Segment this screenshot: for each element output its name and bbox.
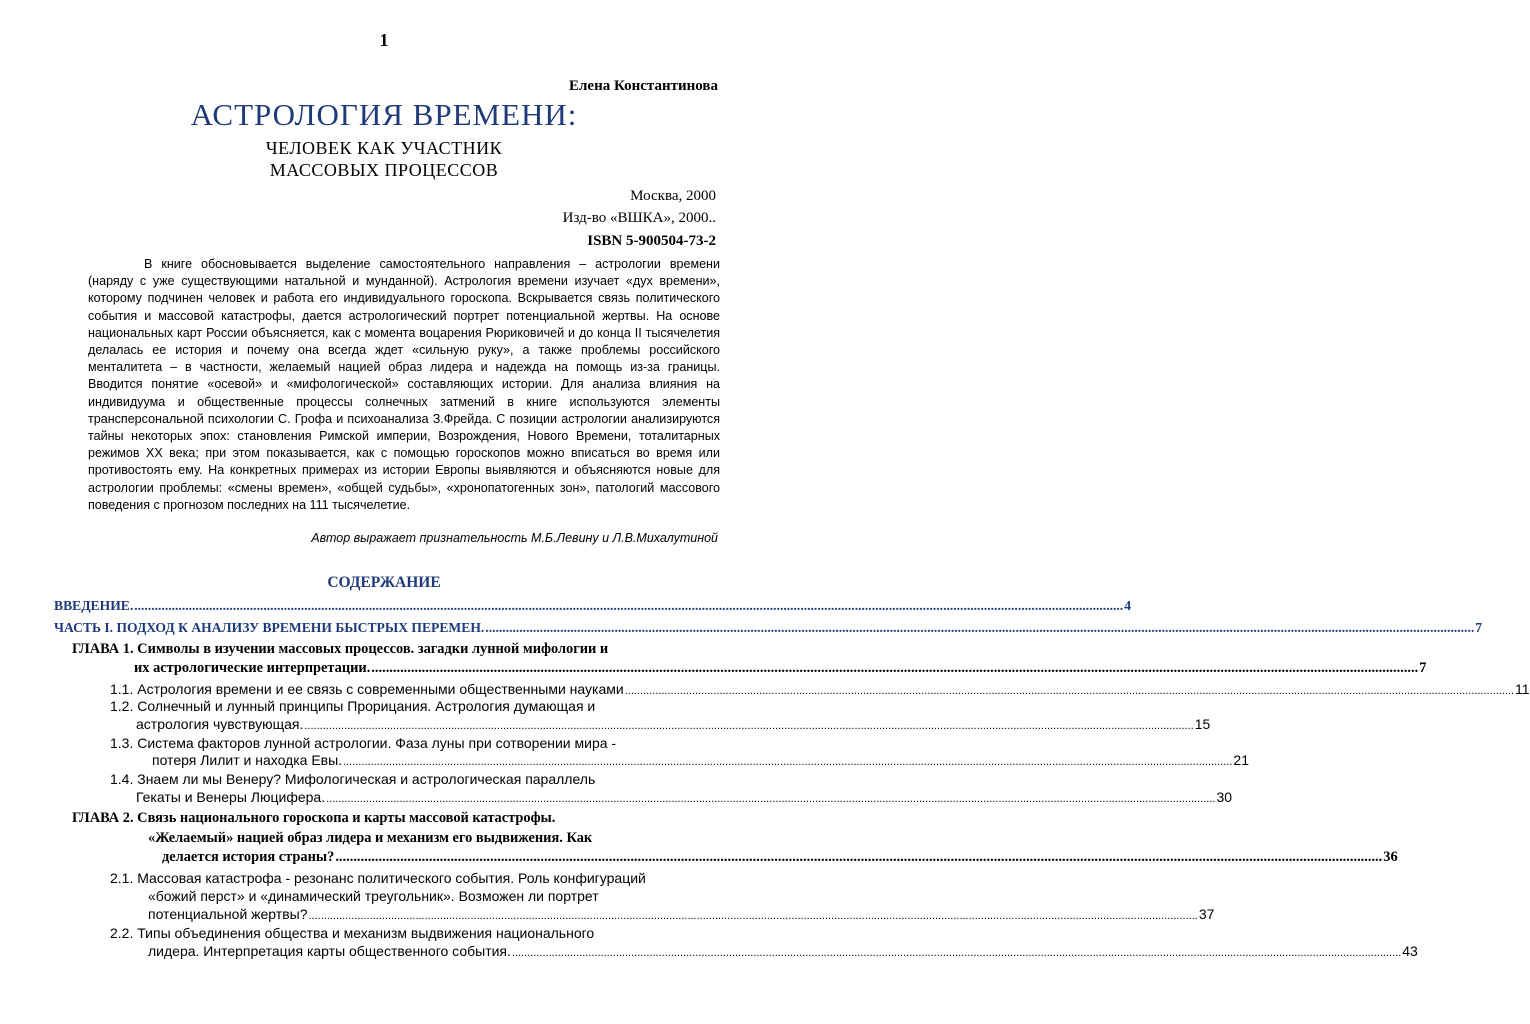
toc-leader-dots (343, 752, 1232, 768)
toc-section-title-line: 1.3. Система факторов лунной астрологии. Фаза луны при сотворении мира - (110, 735, 617, 751)
abstract-paragraph: В книге обосновывается выделение самостоятельного направления – астрологии времени (наряду с уже существующими натальной и мунданной). Астрология времени изучает «дух времени», которому подчинен человек и работа его индивидуального гороскопа. Вскрывается связь политического события и массовой катастрофы, дается астрологический портрет потенциальной жертвы. На основе национальных карт России объясняется, как с момента воцарения Рюриковичей и до конца II тысячелетия делалась ее история и почему она всегда ждет «сильную руку», а также проблемы российского менталитета – в частности, желаемый нацией образ лидера и надежда на помощь из-за границы. Вводится понятие «осевой» и «мифологической» составляющих истории. Для анализа влияния на индивидуума и общественные процессы солнечных затмений в книге используются элементы трансперсональной психологии С. Грофа и психоанализа З.Фрейда. С позиции астрологии анализируются тайны некоторых эпох: становления Римской империи, Возрождения, Нового Времени, тоталитарных режимов XX века; при этом показывается, как с помощью гороскопов можно вписаться во время или противостоять ему. На конкретных примерах из истории Европы выявляются и объясняются новые для астрологии проблемы: «смены времен», «общей судьбы», «хронопатогенных зон», патологий массового поведения с прогнозом последних на 111 тысячелетие. (88, 257, 720, 512)
book-title: АСТРОЛОГИЯ ВРЕМЕНИ: (190, 97, 578, 132)
acknowledgement: Автор выражает признательность М.Б.Левину и Л.В.Михалутиной (311, 531, 718, 545)
toc-section-title-line: Гекаты и Венеры Люцифера. (136, 789, 326, 805)
toc-leader-dots (134, 598, 1123, 614)
toc-entry-page: 36 (1383, 849, 1398, 865)
toc-chapter-last-line (162, 849, 1398, 866)
page-number: 1 (379, 30, 389, 50)
toc-entry-page: 43 (1402, 943, 1418, 959)
toc-leader-dots (326, 789, 1215, 805)
toc-section-title-line: «божий перст» и «динамический треугольник». Возможен ли портрет (148, 888, 599, 904)
toc-entry-section-1-1[interactable] (110, 681, 1530, 697)
toc-section-title-line: лидера. Интерпретация карты общественного события. (148, 943, 511, 959)
toc-leader-dots (625, 681, 1514, 697)
toc-section-title-line: 1.4. Знаем ли мы Венеру? Мифологическая и астрологическая параллель (110, 771, 596, 787)
toc-heading: СОДЕРЖАНИЕ (327, 574, 441, 591)
toc-entry-introduction[interactable] (54, 598, 1131, 614)
toc-leader-dots (485, 620, 1474, 636)
isbn: ISBN 5-900504-73-2 (587, 233, 716, 249)
toc-chapter-title-line: ГЛАВА 2. Связь национального гороскопа и карты массовой катастрофы. (72, 810, 556, 826)
toc-section-last-line (136, 716, 1211, 732)
author-name: Елена Константинова (569, 78, 718, 94)
toc-chapter-last-line (134, 660, 1427, 677)
toc-section-last-line (148, 906, 1215, 922)
toc-chapter-title-line: ГЛАВА 1. Символы в изучении массовых процессов. загадки лунной мифологии и (72, 641, 609, 657)
toc-leader-dots (512, 943, 1401, 959)
subtitle-line-2: МАССОВЫХ ПРОЦЕССОВ (269, 160, 499, 180)
toc-chapter-title-line: их астрологические интерпретации. (134, 660, 371, 676)
toc-entry-page: 37 (1198, 906, 1215, 922)
subtitle-line-1: ЧЕЛОВЕК КАК УЧАСТНИК (265, 138, 503, 158)
toc-entry-page: 15 (1194, 716, 1211, 732)
toc-entry-part-1[interactable] (54, 620, 1483, 636)
toc-entry-page: 7 (1475, 620, 1483, 635)
toc-entry-title: ВВЕДЕНИЕ. (54, 598, 134, 613)
toc-entry-page: 21 (1233, 752, 1249, 768)
toc-section-title-line: 1.2. Солнечный и лунный принципы Прорицания. Астрология думающая и (110, 698, 596, 714)
toc-leader-dots (304, 716, 1193, 732)
toc-chapter-title-line: делается история страны? (162, 849, 335, 865)
toc-chapter-title-line: «Желаемый» нацией образ лидера и механизм его выдвижения. Как (148, 830, 593, 846)
toc-section-title-line: астрология чувствующая. (136, 716, 304, 732)
toc-section-title-line: потенциальной жертвы? (148, 906, 308, 922)
toc-section-title-line: 2.2. Типы объединения общества и механизм выдвижения национального (110, 925, 595, 941)
toc-section-title-line: потеря Лилит и находка Евы. (152, 752, 343, 768)
publication-city-year: Москва, 2000 (630, 188, 716, 204)
toc-entry-page: 4 (1124, 598, 1131, 613)
toc-leader-dots (371, 660, 1418, 677)
toc-entry-page: 7 (1419, 660, 1427, 676)
toc-section-last-line (136, 789, 1233, 805)
toc-leader-dots (308, 906, 1197, 922)
toc-section-title-line: 2.1. Массовая катастрофа - резонанс политического события. Роль конфигураций (110, 870, 646, 886)
toc-entry-page: 30 (1216, 789, 1233, 805)
toc-section-title: 1.1. Астрология времени и ее связь с современными общественными науками (110, 681, 624, 697)
toc-leader-dots (335, 849, 1382, 866)
toc-section-last-line (152, 752, 1249, 768)
toc-entry-page: 11 (1515, 681, 1530, 697)
toc-section-last-line (148, 943, 1418, 959)
publisher: Изд-во «ВШКА», 2000.. (562, 210, 716, 226)
toc-entry-title: ЧАСТЬ I. ПОДХОД К АНАЛИЗУ ВРЕМЕНИ БЫСТРЫХ ПЕРЕМЕН. (54, 620, 485, 635)
